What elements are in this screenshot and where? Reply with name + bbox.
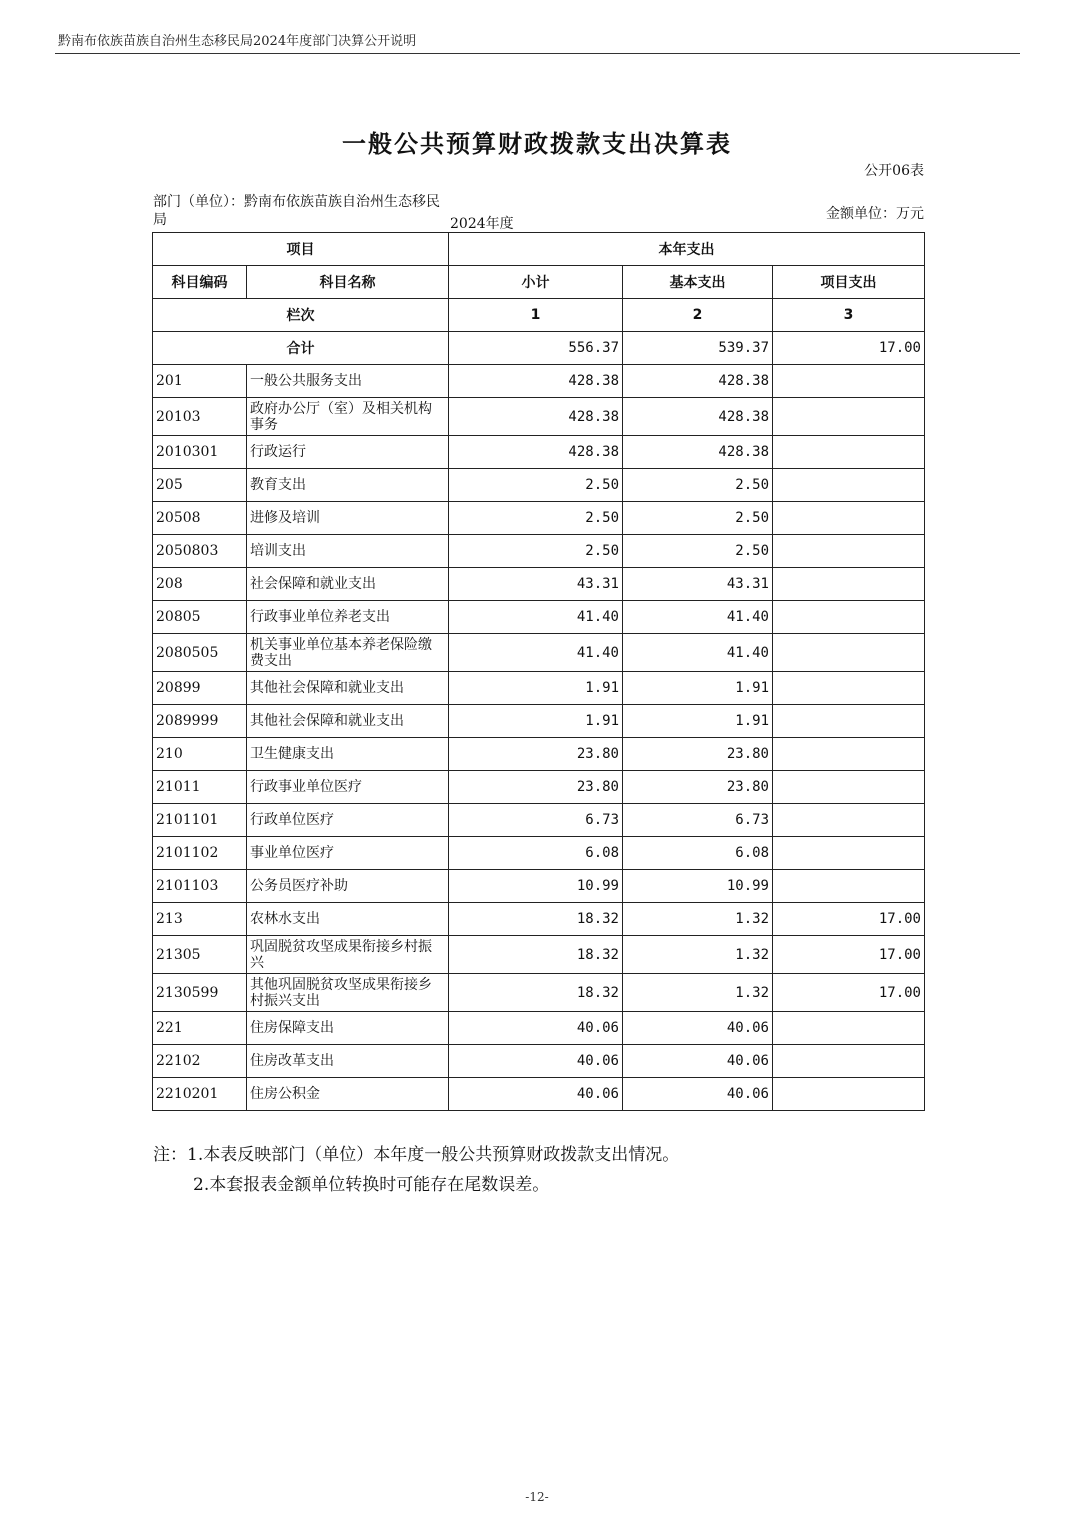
seq-2: 2 [623,299,773,332]
row-basic: 1.32 [623,936,773,974]
row-name: 行政事业单位养老支出 [247,601,449,634]
row-subtotal: 2.50 [449,469,623,502]
header-basic: 基本支出 [623,266,773,299]
row-subtotal: 43.31 [449,568,623,601]
row-subtotal: 18.32 [449,903,623,936]
row-name: 农林水支出 [247,903,449,936]
row-basic: 10.99 [623,870,773,903]
row-code: 22102 [153,1045,247,1078]
row-basic: 2.50 [623,502,773,535]
table-row [153,1045,925,1078]
row-name: 事业单位医疗 [247,837,449,870]
row-name: 行政单位医疗 [247,804,449,837]
header-current-year: 本年支出 [449,233,925,266]
row-name: 其他社会保障和就业支出 [247,672,449,705]
table-row [153,1078,925,1111]
row-subtotal: 10.99 [449,870,623,903]
fiscal-year: 2024年度 [450,216,514,232]
row-project [773,1045,925,1078]
header-subtotal: 小计 [449,266,623,299]
amount-unit: 金额单位：万元 [826,206,924,222]
row-basic: 1.91 [623,705,773,738]
row-subtotal: 1.91 [449,705,623,738]
row-name: 住房公积金 [247,1078,449,1111]
row-subtotal: 2.50 [449,502,623,535]
row-code: 2050803 [153,535,247,568]
row-project [773,601,925,634]
row-name: 其他巩固脱贫攻坚成果衔接乡村振兴支出 [247,974,449,1012]
table-row [153,398,925,436]
header-code: 科目编码 [153,266,247,299]
row-basic: 2.50 [623,535,773,568]
row-basic: 1.32 [623,903,773,936]
seq-1: 1 [449,299,623,332]
table-row [153,804,925,837]
row-code: 20805 [153,601,247,634]
note-2: 2.本套报表金额单位转换时可能存在尾数误差。 [193,1175,550,1195]
table-row [153,738,925,771]
row-subtotal: 428.38 [449,398,623,436]
table-row [153,936,925,974]
row-project [773,738,925,771]
table-row [153,634,925,672]
table-row [153,535,925,568]
row-code: 221 [153,1012,247,1045]
row-name: 公务员医疗补助 [247,870,449,903]
row-code: 2080505 [153,634,247,672]
seq-3: 3 [773,299,925,332]
row-project [773,1012,925,1045]
row-subtotal: 41.40 [449,634,623,672]
row-basic: 23.80 [623,738,773,771]
table-row [153,469,925,502]
row-code: 213 [153,903,247,936]
row-project [773,398,925,436]
row-subtotal: 6.08 [449,837,623,870]
note-1: 注：1.本表反映部门（单位）本年度一般公共预算财政拨款支出情况。 [153,1145,680,1165]
row-project: 17.00 [773,974,925,1012]
row-basic: 428.38 [623,398,773,436]
page-title: 一般公共预算财政拨款支出决算表 [342,129,732,158]
row-subtotal: 428.38 [449,436,623,469]
row-code: 2101102 [153,837,247,870]
row-seq-label: 栏次 [153,299,449,332]
row-code: 21305 [153,936,247,974]
row-basic: 23.80 [623,771,773,804]
row-code: 2210201 [153,1078,247,1111]
row-project [773,502,925,535]
row-code: 2101101 [153,804,247,837]
table-row [153,837,925,870]
row-subtotal: 41.40 [449,601,623,634]
row-name: 政府办公厅（室）及相关机构事务 [247,398,449,436]
row-name: 其他社会保障和就业支出 [247,705,449,738]
table-row [153,672,925,705]
table-row [153,974,925,1012]
row-subtotal: 18.32 [449,974,623,1012]
row-code: 20508 [153,502,247,535]
row-subtotal: 18.32 [449,936,623,974]
total-label: 合计 [153,332,449,365]
row-project [773,365,925,398]
row-subtotal: 1.91 [449,672,623,705]
row-name: 教育支出 [247,469,449,502]
row-basic: 43.31 [623,568,773,601]
row-project [773,436,925,469]
row-code: 2130599 [153,974,247,1012]
row-subtotal: 40.06 [449,1045,623,1078]
row-project [773,804,925,837]
row-project [773,837,925,870]
row-name: 住房保障支出 [247,1012,449,1045]
expenditure-table [152,232,925,1111]
row-subtotal: 23.80 [449,771,623,804]
header-project: 项目支出 [773,266,925,299]
row-code: 20899 [153,672,247,705]
row-name: 机关事业单位基本养老保险缴费支出 [247,634,449,672]
row-code: 208 [153,568,247,601]
row-project: 17.00 [773,903,925,936]
row-project [773,672,925,705]
row-subtotal: 23.80 [449,738,623,771]
row-name: 巩固脱贫攻坚成果衔接乡村振兴 [247,936,449,974]
row-basic: 428.38 [623,365,773,398]
table-row [153,903,925,936]
total-basic: 539.37 [623,332,773,365]
row-basic: 6.73 [623,804,773,837]
page-header: 黔南布依族苗族自治州生态移民局2024年度部门决算公开说明 [58,34,417,49]
table-row [153,365,925,398]
row-code: 2101103 [153,870,247,903]
page-number: -12- [525,1490,549,1504]
row-project [773,771,925,804]
row-subtotal: 40.06 [449,1078,623,1111]
row-code: 20103 [153,398,247,436]
row-project: 17.00 [773,936,925,974]
row-basic: 41.40 [623,601,773,634]
row-basic: 1.32 [623,974,773,1012]
row-basic: 428.38 [623,436,773,469]
row-name: 一般公共服务支出 [247,365,449,398]
row-code: 205 [153,469,247,502]
row-name: 社会保障和就业支出 [247,568,449,601]
department-label: 部门（单位）：黔南布依族苗族自治州生态移民局 [153,194,440,228]
row-basic: 40.06 [623,1045,773,1078]
row-project [773,870,925,903]
header-name: 科目名称 [247,266,449,299]
row-subtotal: 40.06 [449,1012,623,1045]
row-basic: 1.91 [623,672,773,705]
row-project [773,634,925,672]
row-basic: 6.08 [623,837,773,870]
row-name: 行政事业单位医疗 [247,771,449,804]
row-name: 住房改革支出 [247,1045,449,1078]
row-project [773,535,925,568]
row-basic: 40.06 [623,1012,773,1045]
table-row [153,705,925,738]
row-project [773,568,925,601]
row-project [773,705,925,738]
table-row [153,601,925,634]
row-name: 培训支出 [247,535,449,568]
row-basic: 2.50 [623,469,773,502]
row-code: 2089999 [153,705,247,738]
row-name: 行政运行 [247,436,449,469]
row-name: 卫生健康支出 [247,738,449,771]
table-row [153,771,925,804]
header-item: 项目 [153,233,449,266]
form-code: 公开06表 [864,163,924,179]
row-project [773,469,925,502]
table-row [153,568,925,601]
row-code: 21011 [153,771,247,804]
row-project [773,1078,925,1111]
table-row [153,1012,925,1045]
row-code: 201 [153,365,247,398]
table-row [153,502,925,535]
row-subtotal: 6.73 [449,804,623,837]
total-project: 17.00 [773,332,925,365]
row-basic: 40.06 [623,1078,773,1111]
notes [153,1140,679,1200]
row-subtotal: 2.50 [449,535,623,568]
row-basic: 41.40 [623,634,773,672]
table-row [153,870,925,903]
row-code: 210 [153,738,247,771]
table-row [153,436,925,469]
row-subtotal: 428.38 [449,365,623,398]
row-name: 进修及培训 [247,502,449,535]
header-divider [55,53,1020,54]
total-subtotal: 556.37 [449,332,623,365]
row-code: 2010301 [153,436,247,469]
